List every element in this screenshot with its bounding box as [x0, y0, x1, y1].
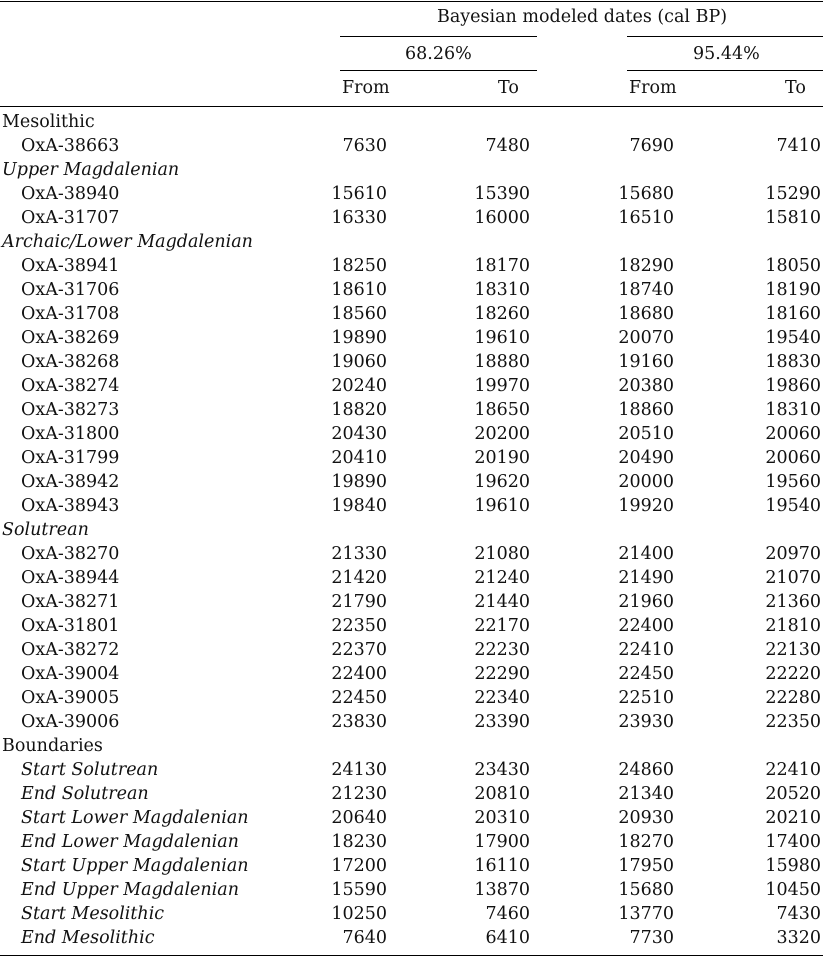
row-label: OxA-31707 [21, 208, 120, 228]
row-label: OxA-31708 [21, 304, 120, 324]
row-label: OxA-38940 [21, 184, 120, 204]
row-label: Start Mesolithic [21, 904, 165, 924]
row-label: End Solutrean [21, 784, 149, 804]
table-row [0, 134, 823, 158]
row-label: OxA-38268 [21, 352, 120, 372]
table-row [0, 566, 823, 590]
table-top-rule [0, 1, 823, 2]
table-row [0, 350, 823, 374]
cell-from-95: 7730 [629, 928, 674, 948]
table-row [0, 374, 823, 398]
cell-from-68: 21790 [331, 592, 387, 612]
span-rule-68 [340, 36, 537, 37]
row-label: OxA-38941 [21, 256, 120, 276]
cell-to-95: 20060 [765, 448, 821, 468]
cell-from-95: 22450 [618, 664, 674, 684]
cell-from-68: 7640 [342, 928, 387, 948]
row-label: Start Solutrean [21, 760, 159, 780]
row-label: OxA-39006 [21, 712, 120, 732]
group-label: Solutrean [2, 520, 89, 540]
cell-to-68: 16110 [474, 856, 530, 876]
col-from-68: From [342, 78, 390, 98]
cell-to-68: 18880 [474, 352, 530, 372]
row-label: End Lower Magdalenian [21, 832, 239, 852]
cell-from-95: 7690 [629, 136, 674, 156]
cell-to-95: 20060 [765, 424, 821, 444]
cell-to-95: 22130 [765, 640, 821, 660]
row-label: OxA-38269 [21, 328, 120, 348]
cell-from-95: 22510 [618, 688, 674, 708]
cell-from-95: 24860 [618, 760, 674, 780]
group-label: Upper Magdalenian [2, 160, 180, 180]
table-row [0, 446, 823, 470]
cell-to-95: 20210 [765, 808, 821, 828]
cell-to-95: 17400 [765, 832, 821, 852]
table-row [0, 494, 823, 518]
header-rule [0, 106, 823, 107]
row-label: OxA-39005 [21, 688, 120, 708]
cell-from-68: 23830 [331, 712, 387, 732]
cell-from-68: 19890 [331, 472, 387, 492]
cell-to-68: 7460 [485, 904, 530, 924]
cell-to-95: 22280 [765, 688, 821, 708]
row-label: End Mesolithic [21, 928, 155, 948]
cell-to-68: 19970 [474, 376, 530, 396]
cell-to-95: 18190 [765, 280, 821, 300]
group-header-68: 68.26% [405, 44, 472, 64]
cell-from-68: 20430 [331, 424, 387, 444]
cell-to-95: 22350 [765, 712, 821, 732]
col-to-68: To [498, 78, 519, 98]
cell-from-68: 18610 [331, 280, 387, 300]
cell-to-68: 20310 [474, 808, 530, 828]
subgroup-rule-95 [627, 70, 823, 71]
cell-to-95: 19540 [765, 328, 821, 348]
table-row [0, 470, 823, 494]
cell-from-95: 21960 [618, 592, 674, 612]
cell-to-95: 19860 [765, 376, 821, 396]
group-label: Boundaries [2, 736, 103, 756]
row-label: OxA-38270 [21, 544, 120, 564]
table-row [0, 926, 823, 950]
cell-to-68: 21080 [474, 544, 530, 564]
cell-to-95: 22220 [765, 664, 821, 684]
row-label: OxA-31706 [21, 280, 120, 300]
cell-to-68: 21440 [474, 592, 530, 612]
table-body [0, 110, 823, 950]
cell-to-95: 18830 [765, 352, 821, 372]
cell-from-95: 21340 [618, 784, 674, 804]
cell-to-68: 21240 [474, 568, 530, 588]
cell-from-95: 15680 [618, 880, 674, 900]
cell-to-68: 22290 [474, 664, 530, 684]
table-row [0, 278, 823, 302]
row-label: OxA-38273 [21, 400, 120, 420]
group-label: Mesolithic [2, 112, 95, 132]
cell-from-68: 22370 [331, 640, 387, 660]
row-label: Start Lower Magdalenian [21, 808, 249, 828]
cell-to-68: 23430 [474, 760, 530, 780]
table-row [0, 398, 823, 422]
table-row [0, 542, 823, 566]
cell-to-95: 19540 [765, 496, 821, 516]
cell-to-68: 18260 [474, 304, 530, 324]
cell-to-95: 18050 [765, 256, 821, 276]
row-label: OxA-38274 [21, 376, 120, 396]
table-row [0, 182, 823, 206]
cell-from-68: 20640 [331, 808, 387, 828]
cell-from-95: 13770 [618, 904, 674, 924]
cell-to-95: 22410 [765, 760, 821, 780]
cell-to-95: 21810 [765, 616, 821, 636]
cell-to-68: 19610 [474, 496, 530, 516]
cell-to-95: 7430 [776, 904, 821, 924]
table-row [0, 206, 823, 230]
table-row [0, 902, 823, 926]
cell-from-68: 10250 [331, 904, 387, 924]
cell-to-68: 22230 [474, 640, 530, 660]
cell-from-68: 24130 [331, 760, 387, 780]
row-label: OxA-31801 [21, 616, 120, 636]
cell-to-68: 16000 [474, 208, 530, 228]
cell-from-68: 17200 [331, 856, 387, 876]
cell-from-68: 15590 [331, 880, 387, 900]
cell-to-68: 15390 [474, 184, 530, 204]
row-label: OxA-38943 [21, 496, 120, 516]
cell-to-95: 10450 [765, 880, 821, 900]
cell-from-95: 16510 [618, 208, 674, 228]
row-label: OxA-38272 [21, 640, 120, 660]
row-label: OxA-39004 [21, 664, 120, 684]
cell-from-95: 21490 [618, 568, 674, 588]
cell-to-68: 23390 [474, 712, 530, 732]
table-row [0, 878, 823, 902]
cell-to-95: 15290 [765, 184, 821, 204]
cell-from-95: 20930 [618, 808, 674, 828]
group-header-row [0, 110, 823, 134]
table-row [0, 806, 823, 830]
cell-to-68: 20810 [474, 784, 530, 804]
cell-to-68: 20190 [474, 448, 530, 468]
group-label: Archaic/Lower Magdalenian [2, 232, 253, 252]
cell-to-68: 7480 [485, 136, 530, 156]
cell-to-95: 21360 [765, 592, 821, 612]
cell-to-95: 19560 [765, 472, 821, 492]
row-label: OxA-31800 [21, 424, 120, 444]
group-header-row [0, 518, 823, 542]
cell-from-68: 19060 [331, 352, 387, 372]
subgroup-rule-68 [340, 70, 537, 71]
cell-from-95: 20000 [618, 472, 674, 492]
row-label: OxA-38271 [21, 592, 120, 612]
span-rule-95 [627, 36, 823, 37]
cell-from-68: 21330 [331, 544, 387, 564]
row-label: OxA-38663 [21, 136, 120, 156]
table-row [0, 638, 823, 662]
cell-from-68: 16330 [331, 208, 387, 228]
cell-from-68: 21230 [331, 784, 387, 804]
cell-to-95: 15810 [765, 208, 821, 228]
cell-to-68: 19610 [474, 328, 530, 348]
group-header-95: 95.44% [693, 44, 760, 64]
cell-to-95: 7410 [776, 136, 821, 156]
cell-from-95: 20510 [618, 424, 674, 444]
table-row [0, 590, 823, 614]
table-row [0, 254, 823, 278]
row-label: End Upper Magdalenian [21, 880, 239, 900]
table-row [0, 782, 823, 806]
cell-from-68: 18560 [331, 304, 387, 324]
cell-from-68: 22400 [331, 664, 387, 684]
cell-from-68: 22350 [331, 616, 387, 636]
cell-from-95: 22400 [618, 616, 674, 636]
cell-to-95: 15980 [765, 856, 821, 876]
group-header-row [0, 230, 823, 254]
table-row [0, 662, 823, 686]
cell-from-68: 18250 [331, 256, 387, 276]
group-header-row [0, 158, 823, 182]
cell-to-68: 17900 [474, 832, 530, 852]
row-label: OxA-38942 [21, 472, 120, 492]
cell-from-95: 23930 [618, 712, 674, 732]
cell-to-68: 22340 [474, 688, 530, 708]
col-to-95: To [785, 78, 806, 98]
cell-from-95: 18290 [618, 256, 674, 276]
cell-to-95: 20970 [765, 544, 821, 564]
table-bottom-rule [0, 955, 823, 956]
table-row [0, 758, 823, 782]
cell-from-68: 15610 [331, 184, 387, 204]
table-row [0, 830, 823, 854]
cell-from-68: 20410 [331, 448, 387, 468]
table-row [0, 614, 823, 638]
cell-from-68: 19840 [331, 496, 387, 516]
cell-from-68: 20240 [331, 376, 387, 396]
cell-to-95: 18310 [765, 400, 821, 420]
cell-from-95: 20380 [618, 376, 674, 396]
table-row [0, 326, 823, 350]
cell-to-68: 13870 [474, 880, 530, 900]
column-span-title: Bayesian modeled dates (cal BP) [437, 7, 728, 27]
table-row [0, 854, 823, 878]
cell-from-95: 18740 [618, 280, 674, 300]
cell-from-68: 18230 [331, 832, 387, 852]
table-row [0, 422, 823, 446]
col-from-95: From [629, 78, 677, 98]
cell-from-95: 21400 [618, 544, 674, 564]
cell-to-95: 20520 [765, 784, 821, 804]
cell-to-68: 19620 [474, 472, 530, 492]
group-header-row [0, 734, 823, 758]
cell-from-95: 17950 [618, 856, 674, 876]
table-row [0, 302, 823, 326]
cell-to-68: 20200 [474, 424, 530, 444]
cell-from-68: 7630 [342, 136, 387, 156]
cell-from-95: 20490 [618, 448, 674, 468]
row-label: OxA-38944 [21, 568, 120, 588]
cell-to-68: 18650 [474, 400, 530, 420]
cell-from-68: 18820 [331, 400, 387, 420]
table-row [0, 686, 823, 710]
cell-from-95: 19160 [618, 352, 674, 372]
cell-from-95: 19920 [618, 496, 674, 516]
cell-from-68: 19890 [331, 328, 387, 348]
row-label: Start Upper Magdalenian [21, 856, 249, 876]
cell-from-95: 20070 [618, 328, 674, 348]
cell-to-68: 18170 [474, 256, 530, 276]
table-row [0, 710, 823, 734]
cell-from-95: 18270 [618, 832, 674, 852]
cell-from-68: 22450 [331, 688, 387, 708]
cell-from-95: 18680 [618, 304, 674, 324]
cell-to-68: 22170 [474, 616, 530, 636]
row-label: OxA-31799 [21, 448, 120, 468]
cell-to-68: 6410 [485, 928, 530, 948]
cell-to-95: 21070 [765, 568, 821, 588]
cell-to-68: 18310 [474, 280, 530, 300]
cell-from-95: 15680 [618, 184, 674, 204]
cell-to-95: 18160 [765, 304, 821, 324]
cell-from-95: 18860 [618, 400, 674, 420]
cell-from-95: 22410 [618, 640, 674, 660]
cell-from-68: 21420 [331, 568, 387, 588]
cell-to-95: 3320 [776, 928, 821, 948]
